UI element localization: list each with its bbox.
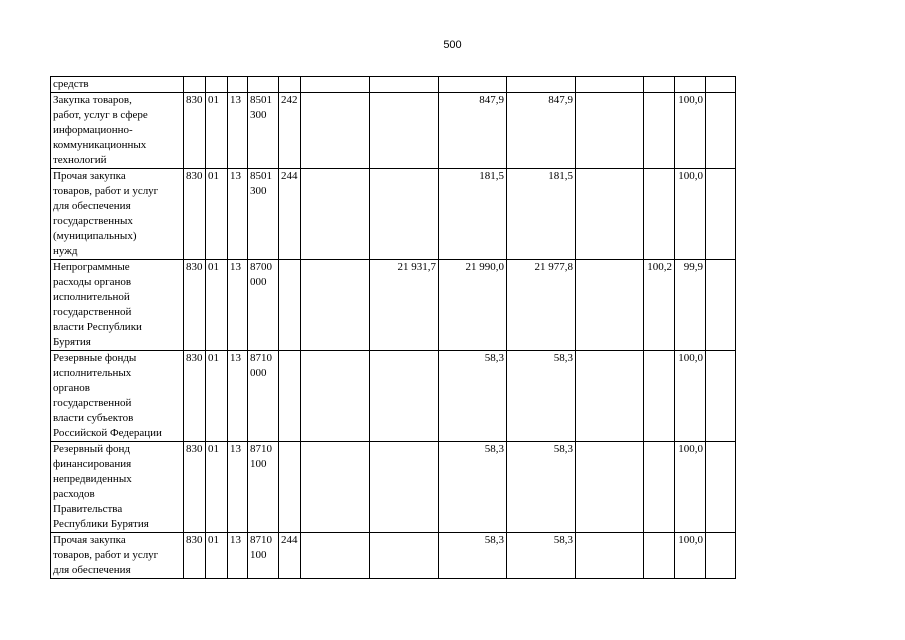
extra-cell <box>706 351 736 442</box>
value-3-cell: 58,3 <box>507 442 576 533</box>
row-name-cell: Непрограммные расходы органов исполнительной государственной власти Республики Бурятия <box>51 260 184 351</box>
subsection-code-cell <box>228 77 248 93</box>
section-code-cell: 01 <box>206 169 228 260</box>
target-article-cell: 8501 300 <box>248 93 279 169</box>
subsection-code-cell: 13 <box>228 442 248 533</box>
section-code-cell: 01 <box>206 93 228 169</box>
percent-1-cell <box>644 533 675 579</box>
blank-cell <box>301 533 370 579</box>
table-row <box>51 93 736 169</box>
value-2-cell <box>439 77 507 93</box>
percent-2-cell: 99,9 <box>675 260 706 351</box>
value-3-cell: 58,3 <box>507 533 576 579</box>
value-4-cell <box>576 533 644 579</box>
percent-2-cell: 100,0 <box>675 169 706 260</box>
percent-2-cell <box>675 77 706 93</box>
target-article-cell: 8700 000 <box>248 260 279 351</box>
extra-cell <box>706 77 736 93</box>
target-article-cell <box>248 77 279 93</box>
subsection-code-cell: 13 <box>228 93 248 169</box>
section-code-cell: 01 <box>206 351 228 442</box>
blank-cell <box>301 260 370 351</box>
table-row <box>51 533 736 579</box>
gr-code-cell: 830 <box>184 442 206 533</box>
page-number: 500 <box>443 39 462 51</box>
value-2-cell: 847,9 <box>439 93 507 169</box>
subsection-code-cell: 13 <box>228 533 248 579</box>
extra-cell <box>706 442 736 533</box>
subsection-code-cell: 13 <box>228 169 248 260</box>
table-row <box>51 77 736 93</box>
value-2-cell: 58,3 <box>439 442 507 533</box>
row-name-cell: средств <box>51 77 184 93</box>
row-name-cell: Закупка товаров, работ, услуг в сфере информационно- коммуникационных технологий <box>51 93 184 169</box>
section-code-cell: 01 <box>206 442 228 533</box>
target-article-cell: 8710 100 <box>248 442 279 533</box>
extra-cell <box>706 169 736 260</box>
gr-code-cell <box>184 77 206 93</box>
target-article-cell: 8710 000 <box>248 351 279 442</box>
target-article-cell: 8710 100 <box>248 533 279 579</box>
percent-2-cell: 100,0 <box>675 442 706 533</box>
gr-code-cell: 830 <box>184 93 206 169</box>
expense-type-cell <box>279 77 301 93</box>
percent-1-cell <box>644 169 675 260</box>
budget-table <box>50 76 736 579</box>
subsection-code-cell: 13 <box>228 351 248 442</box>
value-3-cell <box>507 77 576 93</box>
value-3-cell: 21 977,8 <box>507 260 576 351</box>
value-2-cell: 58,3 <box>439 533 507 579</box>
percent-1-cell <box>644 442 675 533</box>
value-4-cell <box>576 77 644 93</box>
blank-cell <box>301 442 370 533</box>
expense-type-cell: 244 <box>279 169 301 260</box>
percent-2-cell: 100,0 <box>675 351 706 442</box>
percent-1-cell: 100,2 <box>644 260 675 351</box>
section-code-cell <box>206 77 228 93</box>
blank-cell <box>301 77 370 93</box>
value-2-cell: 21 990,0 <box>439 260 507 351</box>
value-3-cell: 847,9 <box>507 93 576 169</box>
table-row <box>51 169 736 260</box>
expense-type-cell <box>279 260 301 351</box>
value-4-cell <box>576 93 644 169</box>
value-1-cell <box>370 442 439 533</box>
table-row <box>51 351 736 442</box>
table-row <box>51 260 736 351</box>
expense-type-cell: 244 <box>279 533 301 579</box>
value-4-cell <box>576 442 644 533</box>
value-1-cell <box>370 351 439 442</box>
blank-cell <box>301 93 370 169</box>
target-article-cell: 8501 300 <box>248 169 279 260</box>
extra-cell <box>706 93 736 169</box>
value-2-cell: 181,5 <box>439 169 507 260</box>
table-body <box>51 77 736 579</box>
percent-2-cell: 100,0 <box>675 533 706 579</box>
row-name-cell: Прочая закупка товаров, работ и услуг для обеспечения <box>51 533 184 579</box>
blank-cell <box>301 169 370 260</box>
expense-type-cell <box>279 442 301 533</box>
gr-code-cell: 830 <box>184 533 206 579</box>
expense-type-cell <box>279 351 301 442</box>
value-4-cell <box>576 260 644 351</box>
table-row <box>51 442 736 533</box>
percent-1-cell <box>644 351 675 442</box>
row-name-cell: Прочая закупка товаров, работ и услуг для обеспечения государственных (муниципальных) нужд <box>51 169 184 260</box>
percent-2-cell: 100,0 <box>675 93 706 169</box>
value-3-cell: 181,5 <box>507 169 576 260</box>
value-1-cell <box>370 93 439 169</box>
value-4-cell <box>576 351 644 442</box>
extra-cell <box>706 260 736 351</box>
gr-code-cell: 830 <box>184 351 206 442</box>
row-name-cell: Резервный фонд финансирования непредвиденных расходов Правительства Республики Бурятия <box>51 442 184 533</box>
value-1-cell <box>370 533 439 579</box>
value-1-cell <box>370 169 439 260</box>
value-2-cell: 58,3 <box>439 351 507 442</box>
percent-1-cell <box>644 93 675 169</box>
section-code-cell: 01 <box>206 260 228 351</box>
gr-code-cell: 830 <box>184 169 206 260</box>
value-1-cell: 21 931,7 <box>370 260 439 351</box>
value-1-cell <box>370 77 439 93</box>
subsection-code-cell: 13 <box>228 260 248 351</box>
section-code-cell: 01 <box>206 533 228 579</box>
expense-type-cell: 242 <box>279 93 301 169</box>
row-name-cell: Резервные фонды исполнительных органов государственной власти субъектов Российской Федерации <box>51 351 184 442</box>
value-3-cell: 58,3 <box>507 351 576 442</box>
value-4-cell <box>576 169 644 260</box>
extra-cell <box>706 533 736 579</box>
blank-cell <box>301 351 370 442</box>
gr-code-cell: 830 <box>184 260 206 351</box>
percent-1-cell <box>644 77 675 93</box>
